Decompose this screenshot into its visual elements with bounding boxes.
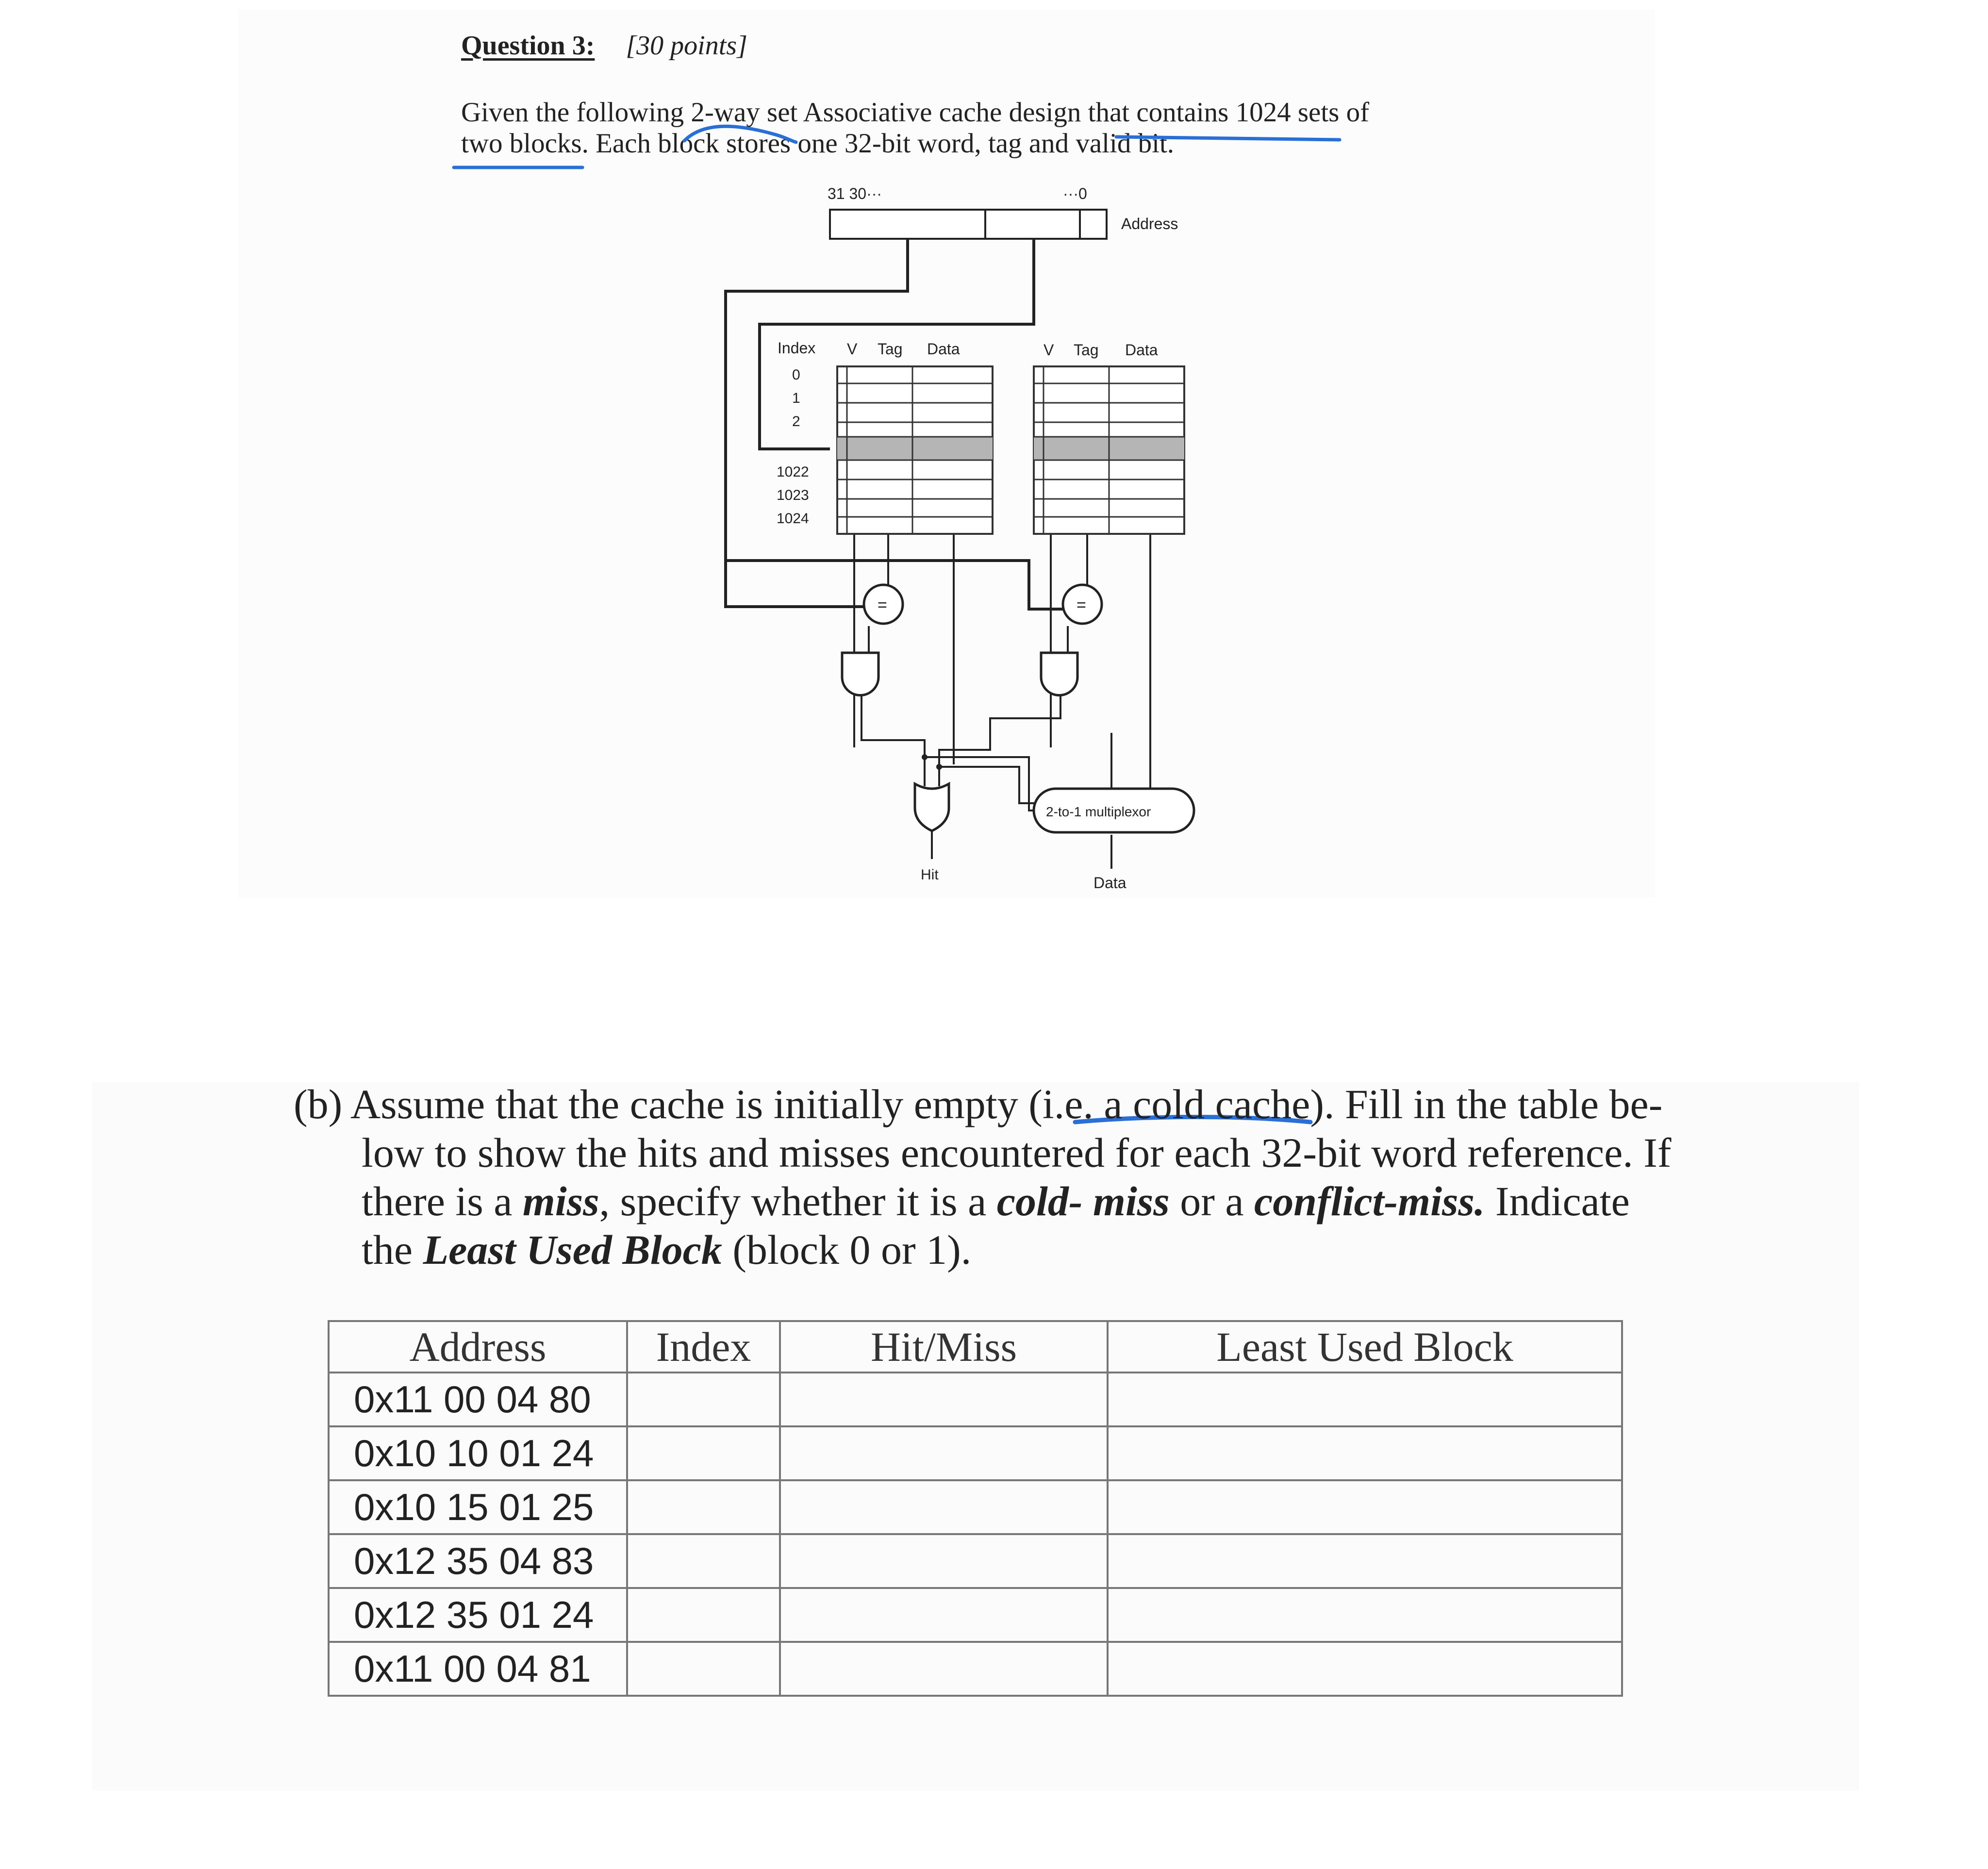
bit-low-label: ···0	[1063, 185, 1087, 202]
wires	[726, 239, 1150, 869]
way0-array	[837, 366, 993, 534]
col-index: Index	[627, 1321, 780, 1373]
svg-text:=: =	[1077, 596, 1086, 614]
index-list	[777, 367, 809, 527]
address-cell: 0x10 15 01 25	[329, 1480, 627, 1534]
index-value: 1024	[777, 511, 809, 527]
table-row	[329, 1480, 1622, 1534]
hit-output-label: Hit	[921, 867, 939, 883]
index-value: 1022	[777, 464, 809, 480]
way0-headers	[847, 340, 960, 358]
least-used-block-cell[interactable]	[1108, 1588, 1622, 1642]
least-used-block-cell[interactable]	[1108, 1373, 1622, 1426]
address-cell: 0x12 35 01 24	[329, 1588, 627, 1642]
col-address: Address	[329, 1321, 627, 1373]
least-used-block-cell[interactable]	[1108, 1480, 1622, 1534]
address-cell: 0x11 00 04 80	[329, 1373, 627, 1426]
address-cell: 0x11 00 04 81	[329, 1642, 627, 1696]
intro-line-2: two blocks. Each block stores one 32-bit word, tag and valid bit.	[461, 128, 1175, 159]
address-register	[830, 210, 1107, 239]
data-header: Data	[1125, 341, 1158, 359]
index-cell[interactable]	[627, 1373, 780, 1426]
index-value: 1023	[777, 487, 809, 503]
hit-miss-cell[interactable]	[780, 1588, 1108, 1642]
index-cell[interactable]	[627, 1480, 780, 1534]
valid-header: V	[1044, 341, 1054, 359]
way1-array	[1034, 366, 1184, 534]
tag-header: Tag	[878, 340, 903, 358]
hit-miss-table	[328, 1320, 1623, 1697]
table-header-row	[329, 1321, 1622, 1373]
col-least-used-block: Least Used Block	[1108, 1321, 1622, 1373]
question-points: [30 points]	[626, 31, 747, 61]
index-value: 2	[792, 413, 800, 430]
least-used-block-cell[interactable]	[1108, 1426, 1622, 1480]
table-row	[329, 1588, 1622, 1642]
way1-comparator	[1063, 585, 1102, 624]
hit-miss-cell[interactable]	[780, 1642, 1108, 1696]
way0-comparator	[864, 585, 903, 624]
part-b-line-2: low to show the hits and misses encountered for each 32-bit word reference. If	[362, 1129, 1672, 1176]
table-row	[329, 1642, 1622, 1696]
question-label: Question 3:	[461, 31, 595, 61]
address-cell: 0x12 35 04 83	[329, 1534, 627, 1588]
table-row	[329, 1373, 1622, 1426]
address-label: Address	[1121, 215, 1178, 232]
hit-miss-cell[interactable]	[780, 1480, 1108, 1534]
table-row	[329, 1534, 1622, 1588]
multiplexor	[1034, 789, 1194, 832]
data-header: Data	[927, 340, 960, 358]
index-cell[interactable]	[627, 1588, 780, 1642]
index-cell[interactable]	[627, 1426, 780, 1480]
way1-and-gate	[1041, 653, 1077, 695]
index-cell[interactable]	[627, 1534, 780, 1588]
data-output-label: Data	[1093, 874, 1127, 892]
table-row	[329, 1426, 1622, 1480]
intro-line-1: Given the following 2-way set Associative cache design that contains 1024 sets of	[461, 97, 1370, 128]
way1-headers	[1044, 341, 1158, 359]
index-value: 1	[792, 390, 800, 406]
hit-miss-cell[interactable]	[780, 1426, 1108, 1480]
address-cell: 0x10 10 01 24	[329, 1426, 627, 1480]
hit-miss-cell[interactable]	[780, 1373, 1108, 1426]
index-value: 0	[792, 367, 800, 383]
pen-underlines	[454, 126, 1340, 167]
tag-header: Tag	[1074, 341, 1099, 359]
svg-text:=: =	[878, 596, 887, 614]
col-hit-miss: Hit/Miss	[780, 1321, 1108, 1373]
least-used-block-cell[interactable]	[1108, 1534, 1622, 1588]
mux-label: 2-to-1 multiplexor	[1046, 804, 1151, 819]
way0-and-gate	[842, 653, 878, 695]
valid-header: V	[847, 340, 858, 358]
or-gate	[915, 784, 949, 831]
bit-high-label: 31 30···	[828, 185, 882, 202]
part-b-prompt	[294, 1080, 1672, 1274]
index-cell[interactable]	[627, 1642, 780, 1696]
index-header: Index	[778, 339, 816, 357]
part-b-line-1: (b) Assume that the cache is initially empty (i.e. a cold cache). Fill in the table be-	[294, 1081, 1663, 1127]
hit-miss-cell[interactable]	[780, 1534, 1108, 1588]
part-b-line-3: there is a miss, specify whether it is a cold- miss or a conflict-miss. Indicate	[362, 1178, 1630, 1224]
least-used-block-cell[interactable]	[1108, 1642, 1622, 1696]
part-b-line-4: the Least Used Block (block 0 or 1).	[362, 1226, 972, 1273]
